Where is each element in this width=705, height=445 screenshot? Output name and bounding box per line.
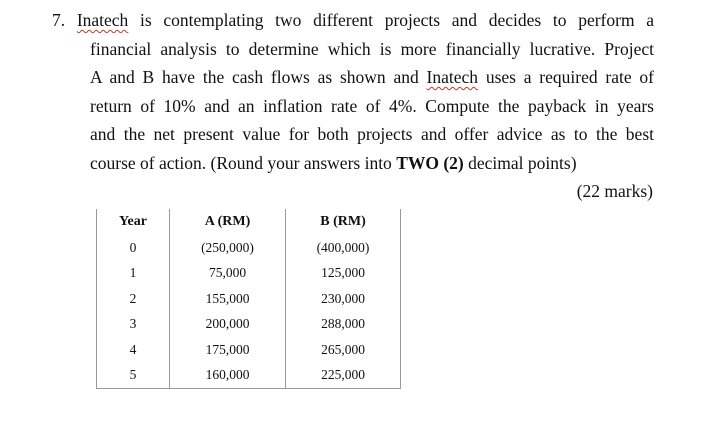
cell-b: 125,000 bbox=[286, 261, 401, 287]
cell-year: 5 bbox=[97, 363, 170, 389]
company-name-2: Inatech bbox=[426, 67, 479, 88]
cell-b: 288,000 bbox=[286, 312, 401, 338]
question-line-6-text-a: course of action. (Round your answers into bbox=[90, 152, 392, 173]
cell-a: 75,000 bbox=[170, 261, 286, 287]
cell-year: 2 bbox=[97, 286, 170, 312]
question-line-6 bbox=[52, 149, 654, 178]
question-line-1-text: is contemplating two different projects and decides to perform a bbox=[140, 10, 655, 30]
question-line-3-text-b: uses a required rate of bbox=[485, 67, 655, 88]
company-name: Inatech bbox=[76, 10, 129, 30]
header-year: Year bbox=[97, 209, 170, 235]
question-number: 7. bbox=[52, 10, 66, 30]
marks-label: (22 marks) bbox=[576, 181, 653, 201]
question-line-4: return of 10% and an inflation rate of 4%. Compute the payback in years bbox=[90, 95, 654, 116]
cash-flow-table bbox=[96, 209, 401, 389]
cell-year: 4 bbox=[97, 337, 170, 363]
cell-a: 160,000 bbox=[170, 363, 286, 389]
cell-year: 0 bbox=[97, 235, 170, 261]
table-row bbox=[97, 286, 401, 312]
question-line-2: financial analysis to determine which is more financially lucrative. Project bbox=[90, 38, 654, 59]
header-project-a: A (RM) bbox=[170, 209, 286, 235]
cell-b: 225,000 bbox=[286, 363, 401, 389]
cell-a: 200,000 bbox=[170, 312, 286, 338]
table-row bbox=[97, 363, 401, 389]
cell-b: 265,000 bbox=[286, 337, 401, 363]
table-row bbox=[97, 337, 401, 363]
table-row bbox=[97, 312, 401, 338]
cell-b: (400,000) bbox=[286, 235, 401, 261]
cell-year: 1 bbox=[97, 261, 170, 287]
question-line-6-text-b: decimal points) bbox=[468, 152, 577, 173]
cell-b: 230,000 bbox=[286, 286, 401, 312]
question-line-1 bbox=[52, 6, 654, 35]
table-row bbox=[97, 235, 401, 261]
cell-a: 175,000 bbox=[170, 337, 286, 363]
cell-a: (250,000) bbox=[170, 235, 286, 261]
question-text bbox=[52, 6, 654, 178]
table-header-row bbox=[97, 209, 401, 235]
question-line-3-text-a: A and B have the cash flows as shown and bbox=[90, 67, 419, 88]
decimal-emphasis: TWO (2) bbox=[396, 152, 464, 173]
cell-year: 3 bbox=[97, 312, 170, 338]
question-line-5: and the net present value for both projects and offer advice as to the best bbox=[90, 124, 654, 145]
table-row bbox=[97, 261, 401, 287]
question-line-3 bbox=[52, 63, 654, 92]
header-project-b: B (RM) bbox=[286, 209, 401, 235]
cell-a: 155,000 bbox=[170, 286, 286, 312]
